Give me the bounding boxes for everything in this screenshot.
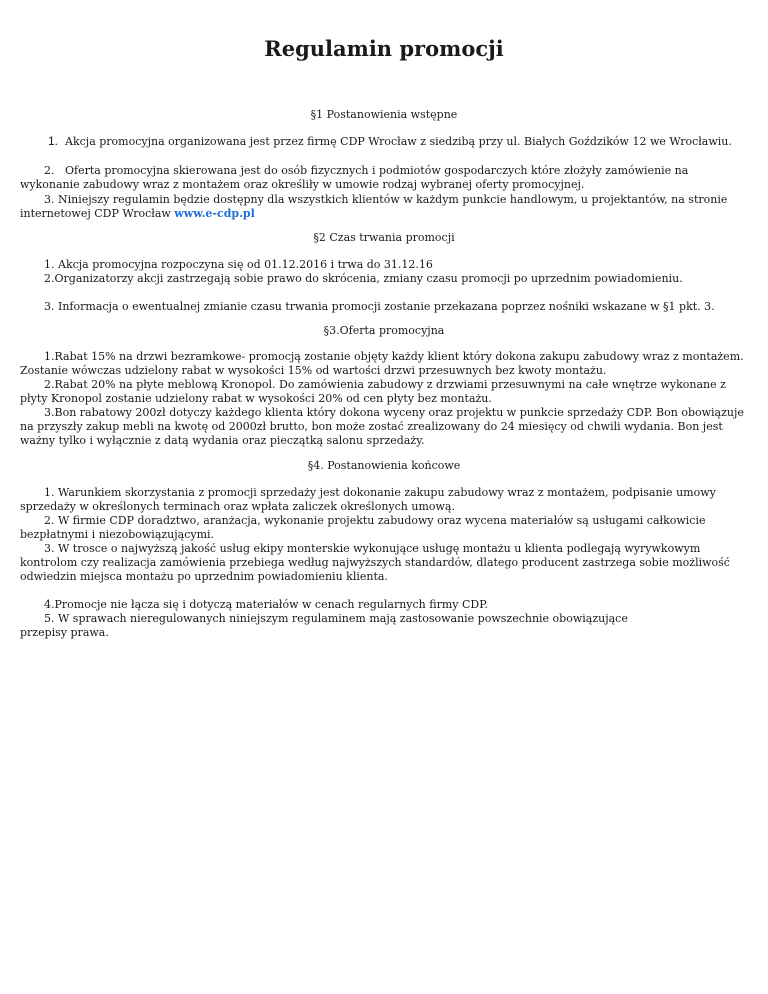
section-1-item-1 [24, 134, 744, 149]
item-number: 3. [44, 300, 55, 313]
item-text: Informacja o ewentualnej zmianie czasu trwania promocji zostanie przekazana poprzez nośniki wskazane w §1 pkt. 3. [58, 300, 715, 313]
item-number: 2. [44, 378, 55, 391]
item-number: 2. [44, 164, 55, 177]
section-2-item-2 [20, 272, 744, 286]
item-text: Akcja promocyjna rozpoczyna się od 01.12.2016 i trwa do 31.12.16 [58, 258, 433, 271]
item-text: Rabat 15% na drzwi bezramkowe- promocją zostanie objęty każdy klient który dokona zakupu zabudowy wraz z montażem. Zostanie wówczas udzielony rabat w wysokości 15% od wartości drzwi przesuwnych bez kwoty montażu. [20, 350, 744, 377]
section-4-item-4 [20, 598, 746, 612]
section-4-heading: §4. Postanowienia końcowe [307, 459, 461, 472]
item-text: Akcja promocyjna organizowana jest przez firmę CDP Wrocław z siedzibą przy ul. Białych Goździków 12 we Wrocławiu. [65, 135, 732, 148]
item-number: 1. [44, 258, 55, 271]
section-3-heading: §3.Oferta promocyjna [323, 324, 445, 337]
section-3-item-2 [20, 378, 746, 406]
item-number: 4. [44, 598, 55, 611]
item-text: Niniejszy regulamin będzie dostępny dla wszystkich klientów w każdym punkcie handlowym, u projektantów, na stronie internetowej CDP Wrocław [20, 193, 728, 220]
section-4-item-1 [20, 486, 746, 514]
item-number: 1. [44, 486, 55, 499]
item-number: 1. [48, 134, 59, 148]
item-number: 5. [44, 612, 55, 625]
section-3-item-3 [20, 406, 746, 448]
item-number: 1. [44, 350, 55, 363]
section-1-heading: §1 Postanowienia wstępne [310, 108, 458, 121]
item-text: Rabat 20% na płyte meblową Kronopol. Do zamówienia zabudowy z drzwiami przesuwnymi na całe wnętrze wykonane z płyty Kronopol zostanie udzielony rabat w wysokości 20% od cen płyty bez montażu. [20, 378, 726, 405]
item-text: Warunkiem skorzystania z promocji sprzedaży jest dokonanie zakupu zabudowy wraz z montażem, podpisanie umowy sprzedaży w określonych terminach oraz wpłata zaliczek określonych umową. [20, 486, 716, 513]
item-number: 3. [44, 406, 55, 419]
item-number: 2. [44, 514, 55, 527]
item-text: Promocje nie łącza się i dotyczą materiałów w cenach regularnych firmy CDP. [54, 598, 488, 611]
section-2-item-1 [20, 258, 744, 272]
website-link[interactable]: www.e-cdp.pl [174, 207, 255, 220]
section-4-item-3 [20, 542, 746, 584]
item-text: Organizatorzy akcji zastrzegają sobie prawo do skrócenia, zmiany czasu promocji po uprzednim powiadomieniu. [54, 272, 683, 285]
item-number: 3. [44, 542, 55, 555]
item-text: W trosce o najwyższą jakość usług ekipy monterskie wykonujące usługę montażu u klienta podlegają wyrywkowym kontrolom czy realizacja zamówienia przebiega według najwyższych standardów, dlatego producent zastrzega sobie możliwość odwiedzin miejsca montażu po uprzednim powiadomieniu klienta. [20, 542, 730, 583]
item-number: 3. [44, 193, 55, 206]
item-text: W firmie CDP doradztwo, aranżacja, wykonanie projektu zabudowy oraz wycena materiałów są usługami całkowicie bezpłatnymi i niezobowiązującymi. [20, 514, 706, 541]
item-text: Bon rabatowy 200zł dotyczy każdego klienta który dokona wyceny oraz projektu w punkcie sprzedaży CDP. Bon obowiązuje na przyszły zakup mebli na kwotę od 2000zł brutto, bon może zostać zrealizowany do 24 miesięcy od chwili wydania. Bon jest ważny tylko i wyłącznie z datą wydania oraz pieczątką salonu sprzedaży. [20, 406, 744, 447]
section-4-item-5 [20, 612, 660, 640]
section-3-item-1 [20, 350, 746, 378]
section-2-item-3 [20, 300, 744, 314]
page-title: Regulamin promocji [264, 36, 504, 61]
section-1-item-3 [20, 193, 744, 221]
section-1-item-2 [20, 164, 744, 192]
item-text: Oferta promocyjna skierowana jest do osób fizycznych i podmiotów gospodarczych które złożyły zamówienie na wykonanie zabudowy wraz z montażem oraz określiły w umowie rodzaj wybranej oferty promocyjnej. [20, 164, 689, 191]
item-number: 2. [44, 272, 55, 285]
section-2-heading: §2 Czas trwania promocji [313, 231, 455, 244]
item-text: W sprawach nieregulowanych niniejszym regulaminem mają zastosowanie powszechnie obowiązujące przepisy prawa. [20, 612, 628, 639]
section-4-item-2 [20, 514, 746, 542]
